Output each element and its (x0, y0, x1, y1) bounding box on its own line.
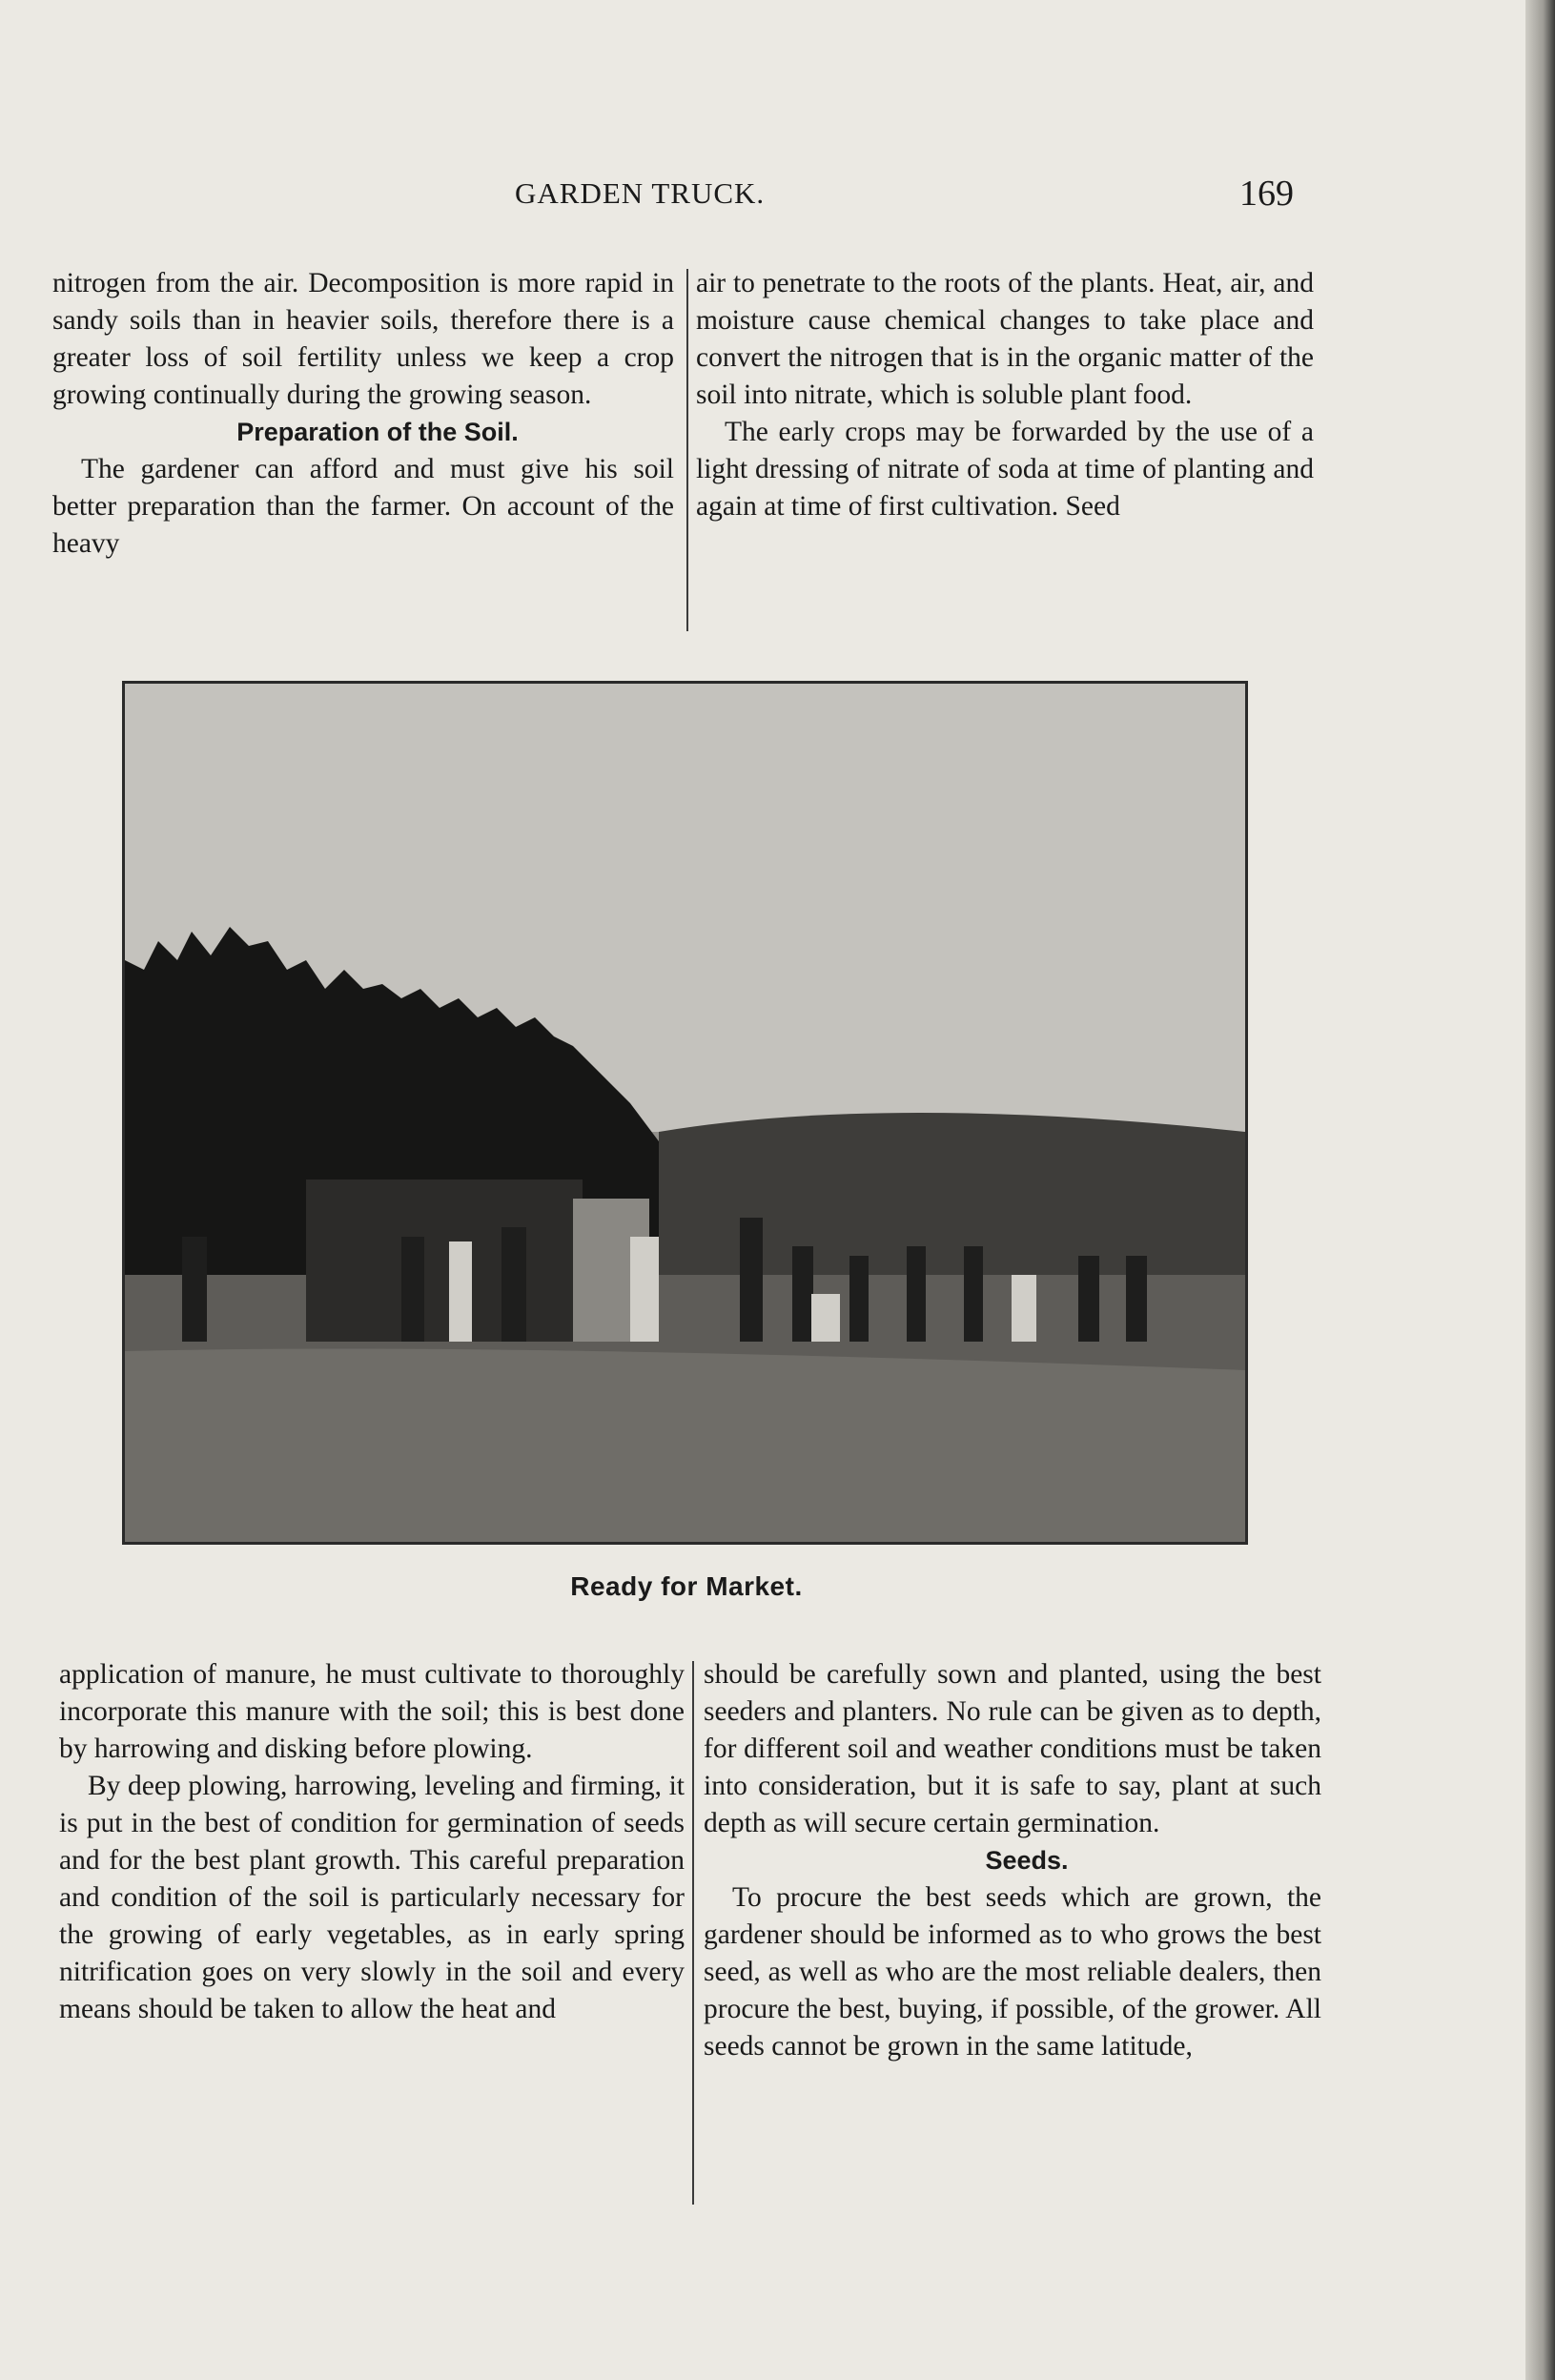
column-divider (692, 1661, 694, 2205)
subheading-preparation: Preparation of the Soil. (236, 418, 519, 446)
paragraph: air to penetrate to the roots of the plants. Heat, air, and moisture cause chemical changes to take place and convert the nitrogen that is in the organic matter of the soil into nitrate, which is soluble plant food. (696, 268, 1314, 410)
paragraph: application of manure, he must cultivate to thoroughly incorporate this manure with the soil; this is best done by harrowing and disking before plowing. (59, 1659, 685, 1764)
running-head (0, 176, 1525, 224)
column-divider (686, 269, 688, 631)
photo-illustration (125, 684, 1245, 1542)
page-edge (1525, 0, 1555, 2380)
running-title: GARDEN TRUCK. (515, 176, 766, 210)
figure-caption: Ready for Market. (570, 1571, 803, 1601)
paragraph: should be carefully sown and planted, using the best seeders and planters. No rule can be given as to depth, for different soil and weather conditions must be taken into consideration, but it is safe to say, plant at such depth as will secure certain germination. (704, 1659, 1321, 1838)
paragraph: By deep plowing, harrowing, leveling and firming, it is put in the best of condition for germination of seeds and for the best plant growth. This careful preparation and condition of the soil is particularly necessary for the growing of early vegetables, as in early spring nitrification goes on very slowly in the soil and every means should be taken to allow the heat and (59, 1771, 685, 2024)
column-top-right (696, 265, 1314, 525)
page-number: 169 (1239, 174, 1294, 214)
paragraph: The early crops may be forwarded by the use of a light dressing of nitrate of soda at time of planting and again at time of first cultivation. Seed (696, 417, 1314, 522)
column-bottom-right (704, 1656, 1321, 2065)
subheading-seeds: Seeds. (985, 1846, 1069, 1875)
column-bottom-left (59, 1656, 685, 2028)
paragraph: nitrogen from the air. Decomposition is more rapid in sandy soils than in heavier soils, therefore there is a greater loss of soil fertility unless we keep a crop growing continually during the growing season. (52, 268, 674, 410)
paragraph: To procure the best seeds which are grown, the gardener should be informed as to who grows the best seed, as well as who are the most reliable dealers, then procure the best, buying, if possible, of the grower. All seeds cannot be grown in the same latitude, (704, 1882, 1321, 2062)
photograph-ready-for-market (122, 681, 1248, 1545)
paragraph: The gardener can afford and must give his soil better preparation than the farmer. On account of the heavy (52, 454, 674, 559)
column-top-left (52, 265, 674, 563)
